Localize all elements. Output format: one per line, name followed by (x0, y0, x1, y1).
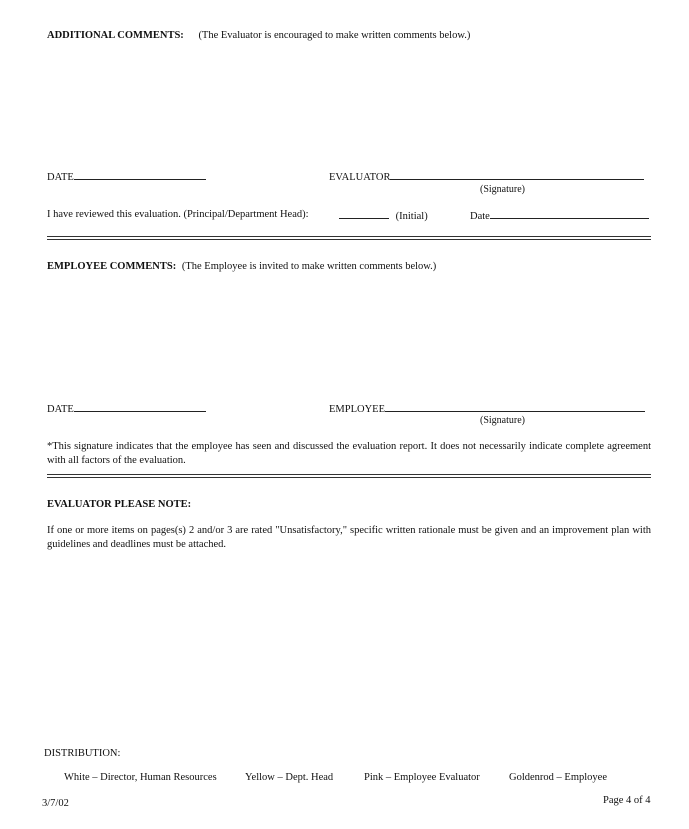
employee-comments-heading: EMPLOYEE COMMENTS: (47, 261, 177, 272)
employee-signature-caption: (Signature) (480, 415, 525, 426)
initial-line[interactable] (339, 209, 389, 219)
employee-signature-field (329, 402, 645, 415)
additional-comments-note: (The Evaluator is encouraged to make written comments below.) (198, 30, 471, 41)
evaluator-note-text: If one or more items on pages(s) 2 and/or 3 are rated "Unsatisfactory," specific written rationale must be given and an improvement plan with guidelines and deadlines must be attached. (47, 525, 651, 550)
employee-comments-note: (The Employee is invited to make written comments below.) (181, 261, 437, 272)
section-divider (47, 236, 651, 240)
review-date-line[interactable] (490, 209, 649, 219)
additional-comments-header (47, 30, 470, 41)
initial-label: (Initial) (395, 211, 428, 222)
evaluator-date-label: DATE (47, 172, 74, 183)
employee-label: EMPLOYEE (329, 404, 385, 415)
employee-date-label: DATE (47, 404, 74, 415)
initial-field (339, 209, 428, 222)
signature-disclaimer: *This signature indicates that the employee has seen and discussed the evaluation report. It does not necessarily indicate complete agreement with all factors of the evaluation. (47, 441, 651, 466)
review-row (47, 209, 309, 220)
evaluator-signature-caption: (Signature) (480, 184, 525, 195)
employee-comments-header (47, 261, 436, 272)
evaluator-date-line[interactable] (74, 170, 206, 180)
employee-signature-line[interactable] (385, 402, 645, 412)
distribution-copy: White – Director, Human Resources (64, 772, 217, 783)
evaluator-note-heading: EVALUATOR PLEASE NOTE: (47, 499, 192, 510)
employee-date-line[interactable] (74, 402, 206, 412)
distribution-copy: Pink – Employee Evaluator (364, 772, 480, 783)
evaluator-date-field (47, 170, 206, 183)
review-text: I have reviewed this evaluation. (Principal/Department Head): (47, 209, 309, 220)
review-date-label: Date (470, 211, 490, 222)
distribution-copy: Yellow – Dept. Head (245, 772, 334, 783)
employee-date-field (47, 402, 206, 415)
distribution-copy: Goldenrod – Employee (509, 772, 607, 783)
distribution-label: DISTRIBUTION: (44, 748, 121, 759)
section-divider (47, 474, 651, 478)
additional-comments-heading: ADDITIONAL COMMENTS: (47, 30, 184, 41)
review-date-field (470, 209, 649, 222)
page-number: Page 4 of 4 (603, 795, 651, 806)
revision-date: 3/7/02 (42, 798, 69, 809)
evaluator-signature-field (329, 170, 644, 183)
evaluator-label: EVALUATOR (329, 172, 391, 183)
evaluator-signature-line[interactable] (390, 170, 644, 180)
